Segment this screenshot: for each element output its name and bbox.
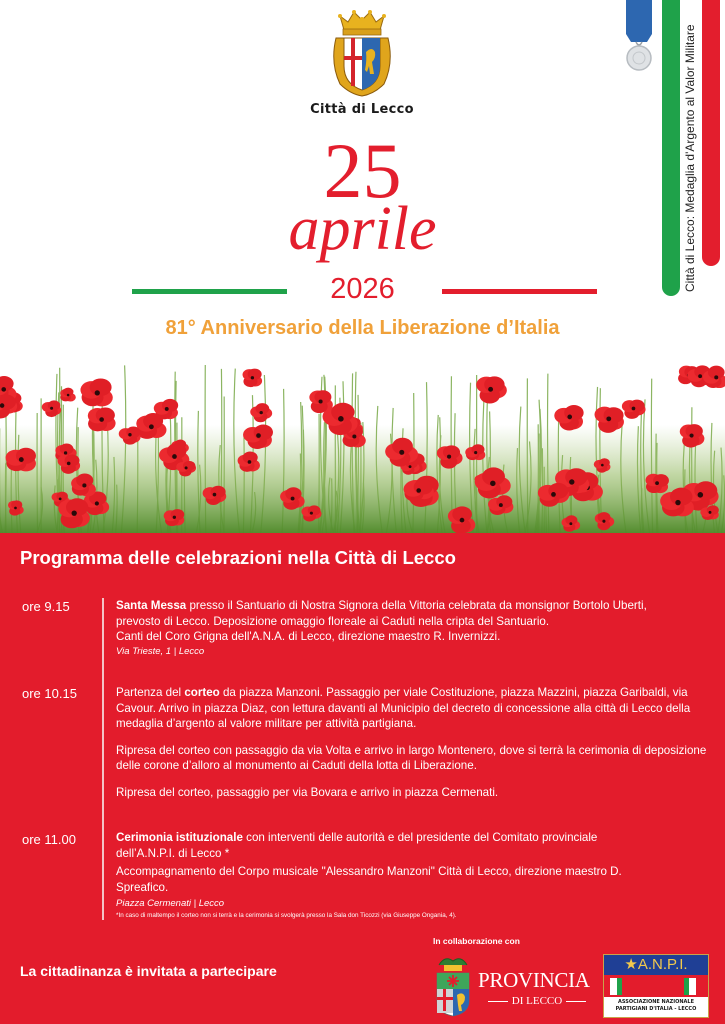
event-lead: Santa Messa — [116, 599, 187, 612]
event-description — [116, 685, 716, 801]
program-section — [0, 533, 725, 1024]
poppy-flower — [243, 369, 263, 387]
event-description — [116, 830, 656, 921]
provincia-name: PROVINCIA — [478, 968, 590, 992]
event-day: 25 — [323, 127, 402, 214]
anpi-name-line: PARTIGIANI D'ITALIA - LECCO — [615, 1006, 697, 1012]
event-description — [116, 598, 716, 659]
poppy-flower — [58, 498, 90, 528]
event-text: da piazza Manzoni. Passaggio per viale Costituzione, piazza Mazzini, piazza Garibaldi, via Cavour. Arrivo in piazza Diaz, con lettura davanti al Municipio del decreto di concessione alla città di Lecco della medaglia d’argento al valore militare per attività partigiana. — [116, 686, 691, 731]
anpi-flag-band — [604, 975, 708, 997]
anpi-acronym — [604, 955, 708, 975]
poppy-flower — [164, 509, 185, 526]
poppy-field-image — [0, 345, 725, 535]
anpi-acronym-text: A.N.P.I. — [637, 956, 688, 973]
flag-stripe-red — [702, 0, 720, 266]
event-lead: corteo — [184, 686, 220, 699]
event-text: presso il Santuario di Nostra Signora della Vittoria celebrata da monsignor Bortolo Uberti, — [186, 599, 647, 612]
city-logo-text: Città di Lecco — [310, 102, 414, 117]
provincia-subtitle: DI LECCO — [478, 994, 596, 1008]
poppy-flower — [80, 378, 112, 406]
collaboration-label: In collaborazione con — [433, 936, 520, 946]
event-location: Piazza Cermenati | Lecco — [116, 898, 225, 910]
poppy-flower — [154, 399, 178, 420]
provincia-crest-icon — [433, 955, 473, 1017]
timeline-divider — [102, 598, 104, 920]
anpi-name-line: ASSOCIAZIONE NAZIONALE — [617, 999, 695, 1005]
star-icon: ★ — [624, 956, 638, 973]
event-text: prevosto di Lecco. Deposizione omaggio floreale ai Caduti nella cripta del Santuario. — [116, 614, 550, 628]
poppy-flower — [6, 448, 36, 472]
anpi-logo — [603, 954, 709, 1018]
event-month: aprile — [288, 195, 437, 263]
city-crest-icon — [330, 8, 394, 98]
poppy-flower — [622, 400, 646, 419]
silver-medal-icon — [622, 0, 656, 76]
poppy-flower — [646, 474, 669, 493]
event-text: Canti del Coro Grigna dell'A.N.A. di Lecco, direzione maestro R. Invernizzi. — [116, 630, 501, 644]
weather-note: *In caso di maltempo il corteo non si terrà e la cerimonia si svolgerà presso la Sala don Ticozzi (via Giuseppe Ongania, 4). — [116, 912, 457, 920]
medal-caption: Città di Lecco: Medaglia d'Argento al Valor Militare — [683, 24, 697, 292]
event-location: Via Trieste, 1 | Lecco — [116, 645, 205, 657]
event-year: 2026 — [330, 273, 395, 305]
poppy-flower — [60, 388, 76, 402]
anpi-full-name — [604, 998, 708, 1014]
poppy-flower — [8, 500, 24, 515]
event-text: Ripresa del corteo, passaggio per via Bovara e arrivo in piazza Cermenati. — [116, 785, 499, 799]
divider-red — [442, 289, 597, 294]
provincia-logo — [433, 955, 598, 1017]
poppy-flower — [309, 390, 333, 413]
invitation-text: La cittadinanza è invitata a partecipare — [20, 963, 277, 979]
event-lead: Cerimonia istituzionale — [116, 831, 243, 844]
program-title: Programma delle celebrazioni nella Città di Lecco — [20, 547, 456, 568]
poppy-flower — [476, 376, 507, 403]
flag-stripe-green — [662, 0, 680, 296]
event-time: ore 11.00 — [22, 832, 76, 847]
event-time: ore 10.15 — [22, 686, 77, 701]
poppy-flower — [88, 407, 116, 431]
event-text: Ripresa del corteo con passaggio da via Volta e arrivo in largo Montenero, dove si terrà la cerimonia di deposizione delle corone d’alloro al monumento ai Caduti della lotta di Liberazione. — [116, 743, 707, 773]
event-time: ore 9.15 — [22, 599, 70, 614]
event-text: con interventi delle autorità e del presidente del Comitato provinciale dell’A.N.P.I. di Lecco * — [116, 831, 598, 860]
event-text: Accompagnamento del Corpo musicale "Alessandro Manzoni" Città di Lecco, direzione maestro D. Spreafico. — [116, 865, 622, 894]
poppy-flower — [680, 424, 705, 447]
event-text: Partenza del — [116, 686, 185, 699]
anniversary-subtitle: 81° Anniversario della Liberazione d’Italia — [165, 317, 560, 339]
divider-green — [132, 289, 287, 294]
